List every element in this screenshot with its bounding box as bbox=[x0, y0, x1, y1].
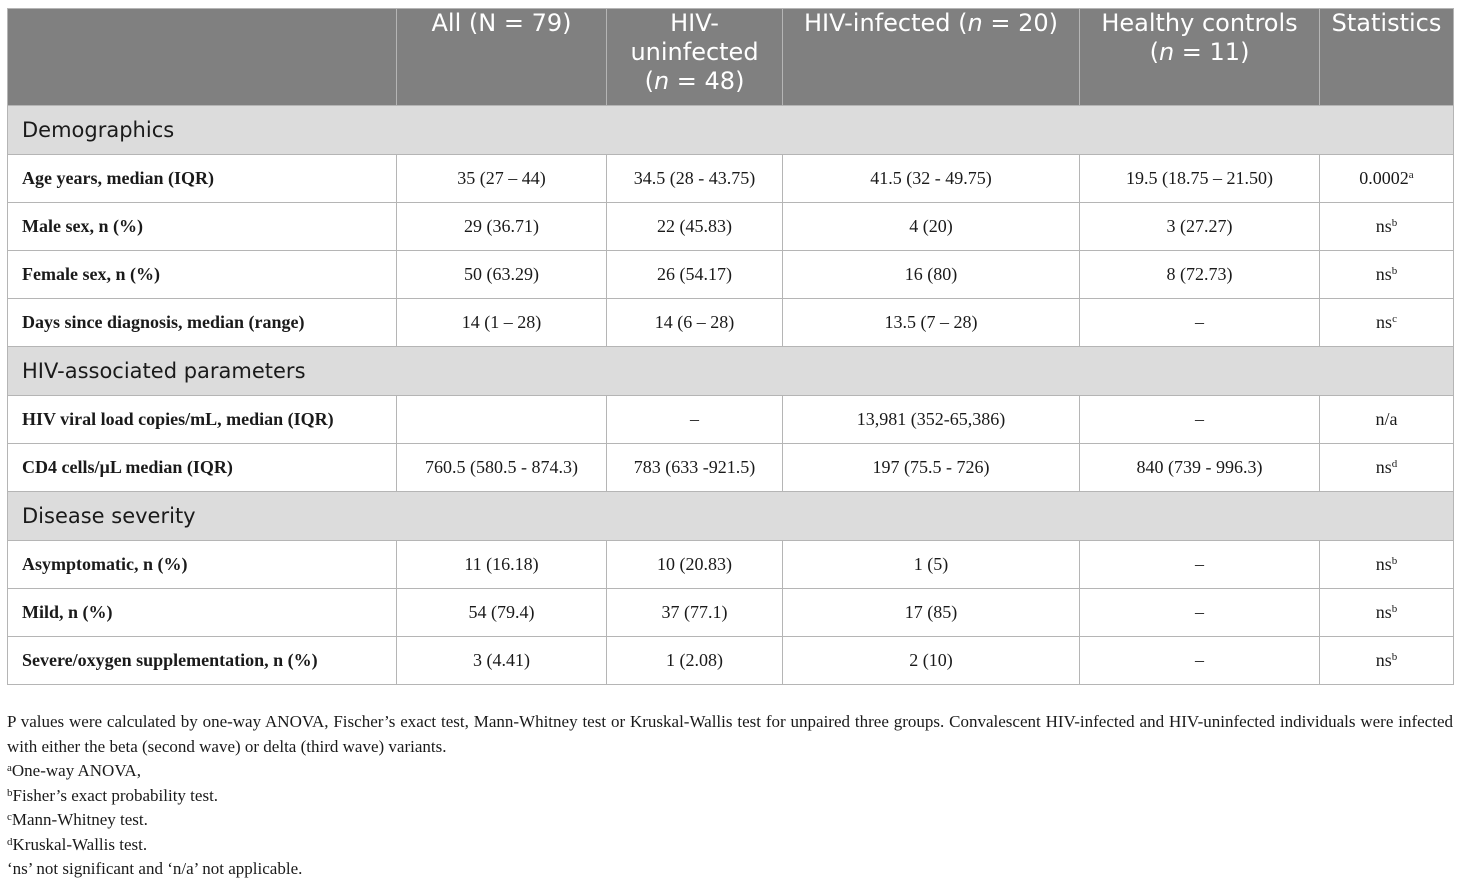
stat-value: ns bbox=[1375, 264, 1392, 284]
cell-infected: 4 (20) bbox=[783, 203, 1080, 251]
cell-statistics bbox=[1320, 444, 1454, 492]
cell-controls: 19.5 (18.75 – 21.50) bbox=[1080, 155, 1320, 203]
stat-value: ns bbox=[1375, 457, 1392, 477]
row-label: CD4 cells/µL median (IQR) bbox=[8, 444, 397, 492]
cell-controls: – bbox=[1080, 541, 1320, 589]
section-title: Demographics bbox=[8, 106, 1454, 155]
footnote-b bbox=[7, 784, 1453, 809]
table-row-female bbox=[8, 251, 1454, 299]
section-row-demographics bbox=[8, 106, 1454, 155]
row-label: Male sex, n (%) bbox=[8, 203, 397, 251]
stat-value: ns bbox=[1375, 216, 1392, 236]
footnote-a-text: One-way ANOVA, bbox=[11, 761, 141, 780]
footnote-c-text: Mann-Whitney test. bbox=[11, 810, 148, 829]
header-controls-line1: Healthy controls bbox=[1101, 9, 1298, 37]
cell-all: 50 (63.29) bbox=[397, 251, 607, 299]
cell-controls: – bbox=[1080, 299, 1320, 347]
cell-statistics bbox=[1320, 203, 1454, 251]
header-healthy-controls bbox=[1080, 9, 1320, 106]
cell-infected: 1 (5) bbox=[783, 541, 1080, 589]
stat-footnote-mark: c bbox=[1392, 313, 1397, 325]
row-label: Days since diagnosis, median (range) bbox=[8, 299, 397, 347]
footnote-c bbox=[7, 808, 1453, 833]
stat-footnote-mark: b bbox=[1391, 651, 1398, 663]
cell-uninfected: 26 (54.17) bbox=[607, 251, 783, 299]
footnote-b-mark: b bbox=[7, 786, 13, 799]
stat-footnote-mark: b bbox=[1391, 265, 1398, 277]
section-title: HIV-associated parameters bbox=[8, 347, 1454, 396]
cell-statistics bbox=[1320, 396, 1454, 444]
header-uninfected-n: n bbox=[653, 67, 670, 95]
table-row-mild bbox=[8, 589, 1454, 637]
cell-all: 35 (27 – 44) bbox=[397, 155, 607, 203]
stat-value: ns bbox=[1375, 650, 1392, 670]
header-uninfected-line1: HIV- bbox=[670, 9, 719, 37]
cell-infected: 13.5 (7 – 28) bbox=[783, 299, 1080, 347]
header-empty bbox=[8, 9, 397, 106]
footnote-b-text: Fisher’s exact probability test. bbox=[12, 785, 219, 805]
stat-footnote-mark: d bbox=[1391, 458, 1398, 470]
section-row-disease-severity bbox=[8, 492, 1454, 541]
stat-value: 0.0002 bbox=[1359, 168, 1409, 188]
cell-uninfected: 10 (20.83) bbox=[607, 541, 783, 589]
table-row-days bbox=[8, 299, 1454, 347]
cell-statistics bbox=[1320, 155, 1454, 203]
cell-controls: – bbox=[1080, 589, 1320, 637]
cell-controls: 840 (739 - 996.3) bbox=[1080, 444, 1320, 492]
cell-controls: 3 (27.27) bbox=[1080, 203, 1320, 251]
cell-infected: 41.5 (32 - 49.75) bbox=[783, 155, 1080, 203]
stat-value: n/a bbox=[1375, 409, 1398, 429]
cell-all: 14 (1 – 28) bbox=[397, 299, 607, 347]
header-controls-count: = 11) bbox=[1174, 38, 1250, 66]
cell-controls: 8 (72.73) bbox=[1080, 251, 1320, 299]
stat-footnote-mark: b bbox=[1391, 217, 1398, 229]
section-title: Disease severity bbox=[8, 492, 1454, 541]
table-row-severe bbox=[8, 637, 1454, 685]
header-uninfected-paren: ( bbox=[644, 67, 654, 95]
table-footnotes bbox=[7, 710, 1453, 882]
cell-uninfected: 1 (2.08) bbox=[607, 637, 783, 685]
cell-all: 54 (79.4) bbox=[397, 589, 607, 637]
cell-statistics bbox=[1320, 637, 1454, 685]
cell-uninfected: 14 (6 – 28) bbox=[607, 299, 783, 347]
stat-value: ns bbox=[1376, 312, 1393, 332]
stat-value: ns bbox=[1375, 554, 1392, 574]
cell-uninfected: 783 (633 -921.5) bbox=[607, 444, 783, 492]
footnote-d-mark: d bbox=[7, 835, 13, 848]
row-label: Severe/oxygen supplementation, n (%) bbox=[8, 637, 397, 685]
row-label: Mild, n (%) bbox=[8, 589, 397, 637]
footnote-c-mark: c bbox=[7, 811, 12, 823]
cell-controls: – bbox=[1080, 396, 1320, 444]
header-infected-count: = 20) bbox=[982, 9, 1058, 37]
header-infected-text: HIV-infected ( bbox=[804, 9, 968, 37]
cell-all: 760.5 (580.5 - 874.3) bbox=[397, 444, 607, 492]
table-row-age bbox=[8, 155, 1454, 203]
characteristics-table bbox=[7, 8, 1454, 685]
header-all bbox=[397, 9, 607, 106]
cell-all bbox=[397, 396, 607, 444]
cell-infected: 13,981 (352-65,386) bbox=[783, 396, 1080, 444]
header-all-text: All (N = 79) bbox=[431, 9, 572, 37]
cell-all: 29 (36.71) bbox=[397, 203, 607, 251]
cell-uninfected: – bbox=[607, 396, 783, 444]
row-label: Age years, median (IQR) bbox=[8, 155, 397, 203]
footnote-main: P values were calculated by one-way ANOVA, Fischer’s exact test, Mann-Whitney test or Kruskal-Wallis test for unpaired three groups. Convalescent HIV-infected and HIV-uninfected individuals were infected with either the beta (second wave) or delta (third wave) variants. bbox=[7, 712, 1453, 756]
stat-value: ns bbox=[1375, 602, 1392, 622]
cell-statistics bbox=[1320, 589, 1454, 637]
footnote-a-mark: a bbox=[7, 762, 12, 774]
row-label: Asymptomatic, n (%) bbox=[8, 541, 397, 589]
table-row-cd4 bbox=[8, 444, 1454, 492]
stat-footnote-mark: a bbox=[1408, 169, 1414, 181]
table-row-male bbox=[8, 203, 1454, 251]
footnote-a bbox=[7, 759, 1453, 784]
header-hiv-uninfected bbox=[607, 9, 783, 106]
header-uninfected-line2: uninfected bbox=[630, 38, 759, 66]
cell-infected: 16 (80) bbox=[783, 251, 1080, 299]
cell-all: 3 (4.41) bbox=[397, 637, 607, 685]
cell-statistics bbox=[1320, 251, 1454, 299]
table-row-asymptomatic bbox=[8, 541, 1454, 589]
row-label: Female sex, n (%) bbox=[8, 251, 397, 299]
section-row-hiv-parameters bbox=[8, 347, 1454, 396]
header-row bbox=[8, 9, 1454, 106]
stat-footnote-mark: b bbox=[1391, 603, 1398, 615]
footnote-ns: ‘ns’ not significant and ‘n/a’ not applicable. bbox=[7, 859, 303, 878]
cell-statistics bbox=[1320, 299, 1454, 347]
header-statistics-text: Statistics bbox=[1331, 9, 1442, 37]
row-label: HIV viral load copies/mL, median (IQR) bbox=[8, 396, 397, 444]
table-row-viral-load bbox=[8, 396, 1454, 444]
header-controls-n: n bbox=[1158, 38, 1175, 66]
footnote-d bbox=[7, 833, 1453, 858]
header-controls-paren: ( bbox=[1149, 38, 1159, 66]
cell-infected: 17 (85) bbox=[783, 589, 1080, 637]
header-hiv-infected bbox=[783, 9, 1080, 106]
cell-uninfected: 22 (45.83) bbox=[607, 203, 783, 251]
cell-uninfected: 37 (77.1) bbox=[607, 589, 783, 637]
footnote-d-text: Kruskal-Wallis test. bbox=[12, 834, 148, 854]
header-statistics bbox=[1320, 9, 1454, 106]
cell-controls: – bbox=[1080, 637, 1320, 685]
header-infected-n: n bbox=[967, 9, 983, 37]
cell-infected: 2 (10) bbox=[783, 637, 1080, 685]
cell-uninfected: 34.5 (28 - 43.75) bbox=[607, 155, 783, 203]
header-uninfected-count: = 48) bbox=[669, 67, 745, 95]
cell-statistics bbox=[1320, 541, 1454, 589]
stat-footnote-mark: b bbox=[1391, 555, 1398, 567]
cell-infected: 197 (75.5 - 726) bbox=[783, 444, 1080, 492]
cell-all: 11 (16.18) bbox=[397, 541, 607, 589]
